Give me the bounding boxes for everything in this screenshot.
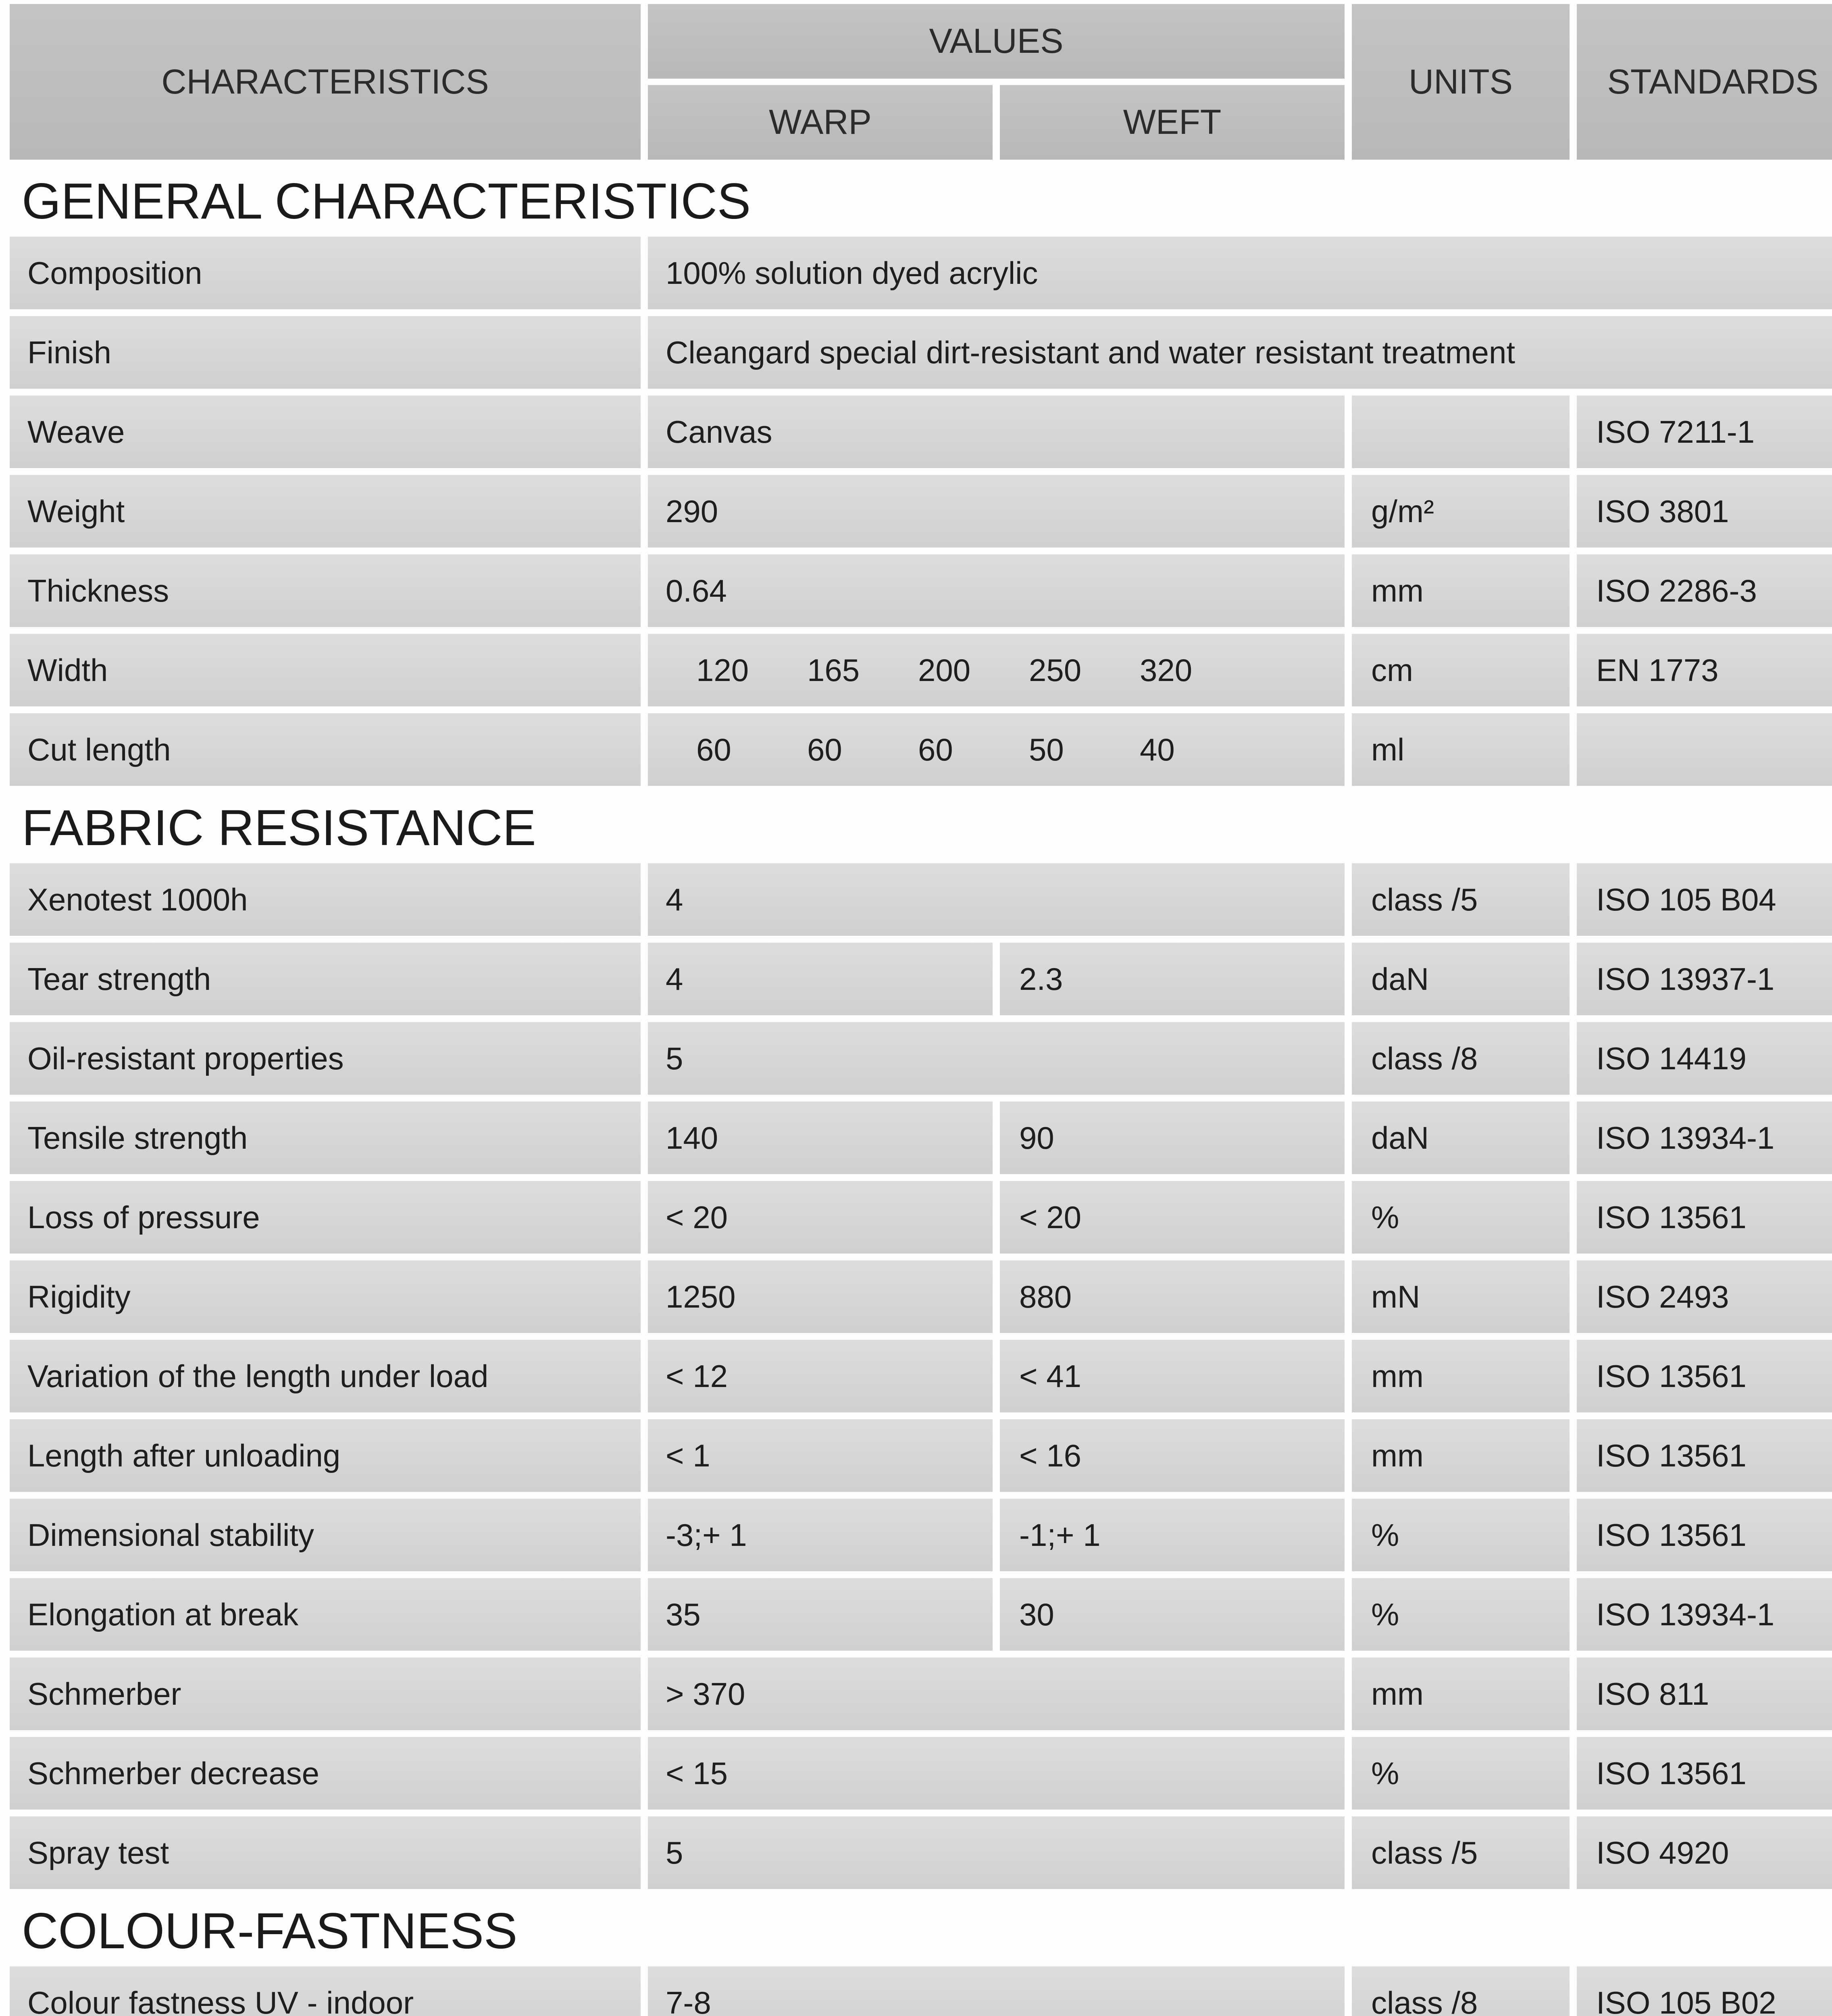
row-standard: ISO 14419 — [1577, 1022, 1832, 1095]
row-value: Canvas — [648, 396, 1345, 468]
row-label: Elongation at break — [10, 1578, 641, 1651]
row-standard: ISO 13561 — [1577, 1181, 1832, 1254]
width-values — [648, 634, 1345, 706]
table-row — [10, 634, 1829, 706]
row-warp: 4 — [648, 943, 993, 1015]
row-units — [1352, 396, 1570, 468]
row-label: Colour fastness UV - indoor — [10, 1966, 641, 2016]
row-label: Variation of the length under load — [10, 1340, 641, 1412]
row-weft: -1;+ 1 — [1000, 1499, 1345, 1571]
row-value: 290 — [648, 475, 1345, 548]
row-standard: ISO 13934-1 — [1577, 1102, 1832, 1174]
row-standard: ISO 2286-3 — [1577, 554, 1832, 627]
row-standard: ISO 105 B04 — [1577, 863, 1832, 936]
table-row — [10, 1737, 1829, 1810]
row-label: Weave — [10, 396, 641, 468]
row-label: Schmerber decrease — [10, 1737, 641, 1810]
row-weft: < 41 — [1000, 1340, 1345, 1412]
table-row — [10, 237, 1829, 309]
row-value: 5 — [648, 1816, 1345, 1889]
row-standard: ISO 2493 — [1577, 1260, 1832, 1333]
cut-length-value: 40 — [1140, 731, 1175, 767]
row-label: Length after unloading — [10, 1419, 641, 1492]
row-units: class /5 — [1352, 1816, 1570, 1889]
row-standard — [1577, 713, 1832, 786]
section-title-general: GENERAL CHARACTERISTICS — [22, 173, 751, 229]
row-label: Spray test — [10, 1816, 641, 1889]
table-row — [10, 1022, 1829, 1095]
row-value: < 15 — [648, 1737, 1345, 1810]
row-label: Tensile strength — [10, 1102, 641, 1174]
row-standard: ISO 3801 — [1577, 475, 1832, 548]
row-standard: ISO 7211-1 — [1577, 396, 1832, 468]
row-units: daN — [1352, 943, 1570, 1015]
row-units: mm — [1352, 1419, 1570, 1492]
row-warp: -3;+ 1 — [648, 1499, 993, 1571]
row-units: % — [1352, 1499, 1570, 1571]
row-value: 7-8 — [648, 1966, 1345, 2016]
row-weft: < 20 — [1000, 1181, 1345, 1254]
row-units: % — [1352, 1578, 1570, 1651]
table-row — [10, 1260, 1829, 1333]
row-units: class /5 — [1352, 863, 1570, 936]
row-warp: < 20 — [648, 1181, 993, 1254]
header-characteristics: CHARACTERISTICS — [10, 4, 641, 160]
row-standard: EN 1773 — [1577, 634, 1832, 706]
table-row — [10, 1102, 1829, 1174]
row-warp: 35 — [648, 1578, 993, 1651]
row-units: class /8 — [1352, 1022, 1570, 1095]
row-units: % — [1352, 1737, 1570, 1810]
cut-length-values — [648, 713, 1345, 786]
table-row — [10, 1658, 1829, 1730]
row-units: daN — [1352, 1102, 1570, 1174]
cut-length-value: 60 — [918, 731, 953, 767]
row-units: % — [1352, 1181, 1570, 1254]
table-row — [10, 396, 1829, 468]
row-warp: < 12 — [648, 1340, 993, 1412]
row-units: ml — [1352, 713, 1570, 786]
row-units: class /8 — [1352, 1966, 1570, 2016]
row-label: Composition — [10, 237, 641, 309]
table-row — [10, 554, 1829, 627]
table-row — [10, 1419, 1829, 1492]
header-warp: WARP — [648, 85, 993, 160]
row-label: Width — [10, 634, 641, 706]
width-value: 200 — [918, 652, 971, 688]
row-label: Loss of pressure — [10, 1181, 641, 1254]
table-row — [10, 863, 1829, 936]
row-label: Thickness — [10, 554, 641, 627]
row-standard: ISO 13934-1 — [1577, 1578, 1832, 1651]
section-title-colour: COLOUR-FASTNESS — [22, 1903, 518, 1959]
width-value: 165 — [807, 652, 860, 688]
row-warp: 1250 — [648, 1260, 993, 1333]
row-label: Tear strength — [10, 943, 641, 1015]
row-label: Oil-resistant properties — [10, 1022, 641, 1095]
row-standard: ISO 13561 — [1577, 1419, 1832, 1492]
row-standard: ISO 105 B02 — [1577, 1966, 1832, 2016]
cut-length-value: 60 — [807, 731, 842, 767]
cut-length-value: 50 — [1029, 731, 1064, 767]
row-weft: 90 — [1000, 1102, 1345, 1174]
row-weft: 2.3 — [1000, 943, 1345, 1015]
row-label: Finish — [10, 316, 641, 389]
width-value: 250 — [1029, 652, 1082, 688]
row-standard: ISO 13937-1 — [1577, 943, 1832, 1015]
row-units: mm — [1352, 554, 1570, 627]
header-weft: WEFT — [1000, 85, 1345, 160]
row-value: 0.64 — [648, 554, 1345, 627]
table-row — [10, 1340, 1829, 1412]
table-row — [10, 943, 1829, 1015]
spec-sheet — [10, 4, 1829, 2016]
header-values: VALUES — [648, 4, 1345, 79]
table-row — [10, 475, 1829, 548]
table-row — [10, 1966, 1829, 2016]
row-standard: ISO 4920 — [1577, 1816, 1832, 1889]
table-row — [10, 316, 1829, 389]
row-weft: 30 — [1000, 1578, 1345, 1651]
row-weft: < 16 — [1000, 1419, 1345, 1492]
row-standard: ISO 13561 — [1577, 1340, 1832, 1412]
row-label: Xenotest 1000h — [10, 863, 641, 936]
width-value: 320 — [1140, 652, 1193, 688]
row-standard: ISO 13561 — [1577, 1737, 1832, 1810]
row-units: mm — [1352, 1658, 1570, 1730]
row-standard: ISO 13561 — [1577, 1499, 1832, 1571]
row-warp: 140 — [648, 1102, 993, 1174]
row-label: Rigidity — [10, 1260, 641, 1333]
row-value: 5 — [648, 1022, 1345, 1095]
table-row — [10, 1499, 1829, 1571]
row-weft: 880 — [1000, 1260, 1345, 1333]
row-label: Schmerber — [10, 1658, 641, 1730]
row-units: mN — [1352, 1260, 1570, 1333]
row-label: Cut length — [10, 713, 641, 786]
width-value: 120 — [696, 652, 749, 688]
row-value: Cleangard special dirt-resistant and water resistant treatment — [648, 316, 1832, 389]
row-standard: ISO 811 — [1577, 1658, 1832, 1730]
table-header — [10, 4, 1829, 160]
table-row — [10, 1816, 1829, 1889]
row-units: cm — [1352, 634, 1570, 706]
row-units: g/m² — [1352, 475, 1570, 548]
header-units: UNITS — [1352, 4, 1570, 160]
header-standards: STANDARDS — [1577, 4, 1832, 160]
row-warp: < 1 — [648, 1419, 993, 1492]
section-title-fabric: FABRIC RESISTANCE — [22, 800, 536, 856]
cut-length-value: 60 — [696, 731, 731, 767]
table-row — [10, 713, 1829, 786]
row-label: Weight — [10, 475, 641, 548]
row-value: > 370 — [648, 1658, 1345, 1730]
row-label: Dimensional stability — [10, 1499, 641, 1571]
row-units: mm — [1352, 1340, 1570, 1412]
row-value: 4 — [648, 863, 1345, 936]
table-row — [10, 1578, 1829, 1651]
row-value: 100% solution dyed acrylic — [648, 237, 1832, 309]
table-row — [10, 1181, 1829, 1254]
